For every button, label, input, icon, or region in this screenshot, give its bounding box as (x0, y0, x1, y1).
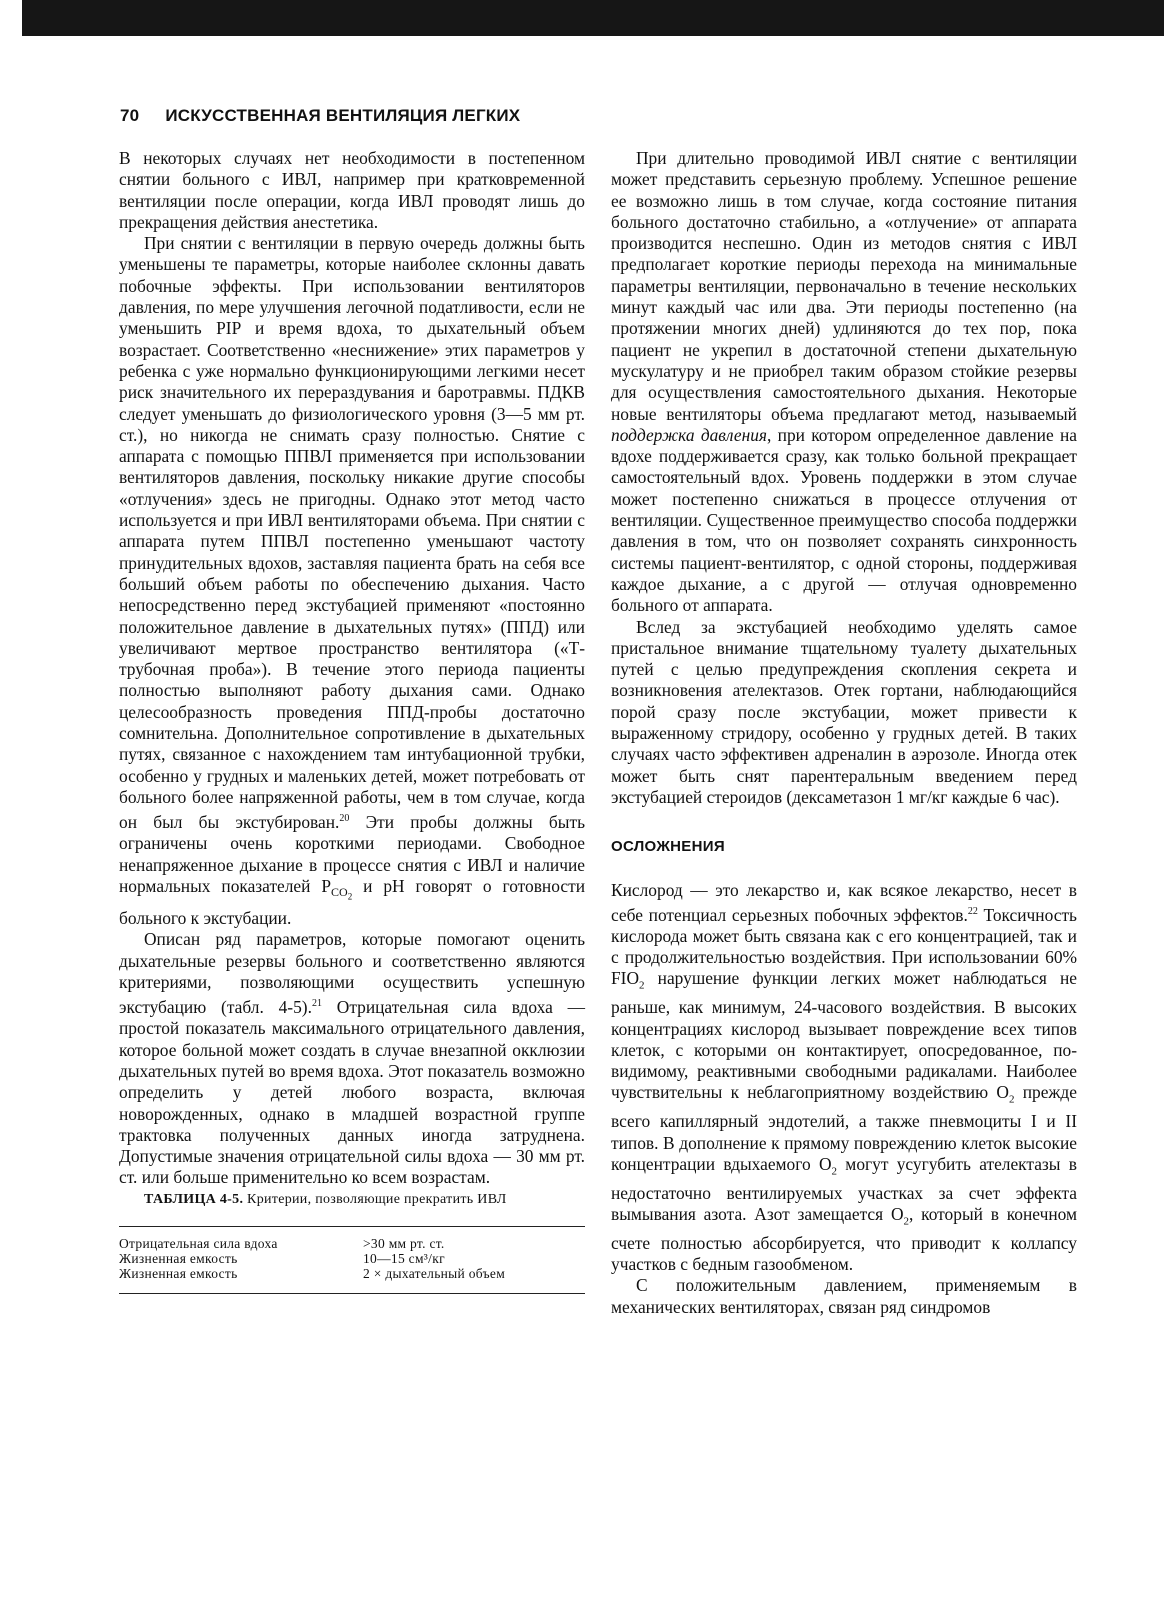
paragraph-text: С положительным давлением, применяемым в механических вентиляторах, связан ряд синдромов (611, 1275, 1077, 1317)
footnote-ref: 21 (311, 998, 322, 1010)
paragraph-text: Эти пробы должны быть ограничены очень короткими периодами. Свободное ненапряженное дыхание в процессе снятия с ИВЛ и наличие нормальных показателей P (119, 812, 585, 896)
paragraph (611, 148, 1077, 617)
subscript: CO2 (331, 885, 353, 902)
running-header (120, 106, 720, 126)
paragraph-text: При длительно проводимой ИВЛ снятие с вентиляции может представить серьезную проблему. Успешное решение ее возможно лишь в том случае, когда состояние питания больного достаточно стабильно, а «отлучение» от аппарата производится неспешно. Один из методов снятия с ИВЛ предполагает короткие периоды перехода на минимальные параметры вентиляции, первоначально в течение нескольких минут каждый час или два. Эти периоды постепенно (на протяжении многих дней) удлиняются до тех пор, пока пациент не укрепил в достаточной степени дыхательную мускулатуру и не приобрел таким образом стойкие резервы для осуществления самостоятельного дыхания. Некоторые новые вентиляторы объема предлагают метод, называемый (611, 148, 1077, 424)
paragraph-text: нарушение функции легких может наблюдаться не раньше, как минимум, 24-часового воздействия. В высоких концентрациях кислород вызывает повреждение всех типов клеток, с которыми он контактирует, опосредованное, по-видимому, реактивными свободными радикалами. Наиболее чувствительны к неблагоприятному воздействию O (611, 968, 1077, 1103)
right-column (611, 148, 1077, 1318)
table-label: ТАБЛИЦА 4-5. (144, 1191, 244, 1207)
paragraph-text: , при котором определенное давление на вдохе поддерживается сразу, как только больной прекращает самостоятельный вдох. Уровень поддержки в этом случае может постепенно снижаться в процессе отлучения от вентиляции. Существенное преимущество способа поддержки давления в том, что он позволяет сохранять синхронность системы пациент-вентилятор, с одной стороны, поддерживая каждое дыхание, а с другой — отлучая одновременно больного от аппарата. (611, 424, 1077, 616)
emphasis: поддержка давления (611, 424, 767, 445)
paragraph-text: Кислород — это лекарство и, как всякое лекарство, несет в себе потенциал серьезных побочных эффектов. (611, 879, 1077, 925)
paragraph-text: Вслед за экстубацией необходимо уделять самое пристальное внимание тщательному туалету дыхательных путей с целью предупреждения скопления секрета и возникновения ателектазов. Отек гортани, наблюдающийся порой сразу после экстубации, может привести к выраженному стридору, особенно у грудных детей. В таких случаях часто эффективен адреналин в аэрозоле. Иногда отек может быть снят парентеральным введением перед экстубацией стероидов (дексаметазон 1 мг/кг каждые 6 час). (611, 616, 1077, 807)
table-cell-criterion: Жизненная емкость (119, 1251, 238, 1266)
table-caption (119, 1189, 585, 1210)
paragraph (119, 233, 585, 929)
paragraph (119, 148, 585, 233)
table-cell-value: 2 × дыхательный объем (363, 1266, 506, 1281)
paragraph (611, 880, 1077, 1276)
section-heading: ОСЛОЖНЕНИЯ (611, 838, 725, 856)
paragraph-text: могут усугубить ателектазы в недостаточно вентилируемых участках за счет эффекта вымывания азота. Азот замещается O (611, 1153, 1077, 1224)
table-row (119, 1266, 585, 1294)
paragraph-text: Отрицательная сила вдоха — простой показатель максимального отрицательного давления, которое больной может создать в случае внезапной окклюзии дыхательных путей во время вдоха. Этот показатель возможно определить у детей любого возраста, включая новорожденных, однако в младшей возрастной группе трактовка полученных данных иногда затруднена. Допустимые значения отрицательной силы вдоха — 30 мм рт. ст. или больше применительно ко всем возрастам. (119, 997, 585, 1188)
paragraph-text: В некоторых случаях нет необходимости в постепенном снятии больного с ИВЛ, например при кратковременной вентиляции после операции, когда ИВЛ проводят лишь до прекращения действия анестетика. (119, 148, 585, 232)
paragraph (119, 929, 585, 1188)
table-cell-criterion: Жизненная емкость (119, 1266, 238, 1281)
table-row (119, 1251, 585, 1266)
paragraph-text: прежде всего капиллярный эндотелий, а также пневмоциты I и II типов. В дополнение к прямому повреждению клеток высокие концентрации вдыхаемого O (611, 1082, 1078, 1174)
table-cell-value: 10—15 см³/кг (363, 1251, 445, 1266)
table-title: Критерии, позволяющие прекратить ИВЛ (243, 1191, 507, 1207)
page-number: 70 (120, 106, 140, 125)
paragraph-text: Описан ряд параметров, которые помогают оценить дыхательные резервы больного и соответственно являются критериями, позволяющими осуществить успешную экстубацию (табл. 4-5). (119, 929, 585, 1018)
subscript: 2 (639, 979, 645, 992)
paragraph-text: При снятии с вентиляции в первую очередь должны быть уменьшены те параметры, которые наиболее склонны давать побочные эффекты. При использовании вентиляторов давления, по мере улучшения легочной податливости, если не уменьшить PIP и время вдоха, то дыхательный объем возрастает. Соответственно «неснижение» этих параметров у ребенка с уже нормально функционирующими легкими несет риск значительного их перераздувания и баротравмы. ПДКВ следует уменьшать до физиологического уровня (3—5 мм рт. ст.), но никогда не снимать сразу полностью. Снятие с аппарата с помощью ППВЛ применяется при использовании вентиляторов давления, поскольку никакие другие способы «отлучения» здесь не пригодны. Однако этот метод часто используется и при ИВЛ вентиляторами объема. При снятии с аппарата путем ППВЛ постепенно уменьшают частоту принудительных вдохов, заставляя пациента брать на себя все больший объем работы по обеспечению дыхания. Часто непосредственно перед экстубацией применяют «постоянно положительное давление в дыхательных путях» (ППД) или увеличивают мертвое пространство вентилятора («Т-трубочная проба»). В течение этого периода пациенты полностью выполняют работу дыхания сами. Однако целесообразность проведения ППД-пробы достаточно сомнительна. Дополнительное сопротивление в дыхательных путях, связанное с нахождением там интубационной трубки, особенно у грудных и маленьких детей, может потребовать от больного более напряженной работы, чем в том случае, когда он был бы экстубирован. (119, 233, 585, 832)
scan-top-bar (22, 0, 1164, 36)
subscript: 2 (831, 1165, 838, 1178)
paragraph (611, 1275, 1077, 1318)
footnote-ref: 20 (339, 813, 350, 825)
table-cell-criterion: Отрицательная сила вдоха (119, 1236, 278, 1251)
subscript: 2 (1008, 1093, 1015, 1106)
running-title: ИСКУССТВЕННАЯ ВЕНТИЛЯЦИЯ ЛЕГКИХ (165, 106, 521, 125)
paragraph-text: Токсичность кислорода может быть связана как с его концентрацией, так и с продолжительностью воздействия. При использовании 60% FIO (611, 904, 1077, 989)
paragraph-text: и pH говорят о готовности больного к экстубации. (119, 875, 585, 929)
table-row (119, 1227, 585, 1252)
criteria-table (119, 1226, 585, 1294)
footnote-ref: 22 (967, 905, 978, 917)
table-cell-value: >30 мм рт. ст. (363, 1236, 445, 1251)
subscript: 2 (903, 1215, 910, 1228)
paragraph (611, 617, 1077, 809)
left-column (119, 148, 585, 1294)
paragraph-text: , который в конечном счете полностью абсорбируется, что приводит к коллапсу участков с бедным газообменом. (611, 1203, 1077, 1274)
